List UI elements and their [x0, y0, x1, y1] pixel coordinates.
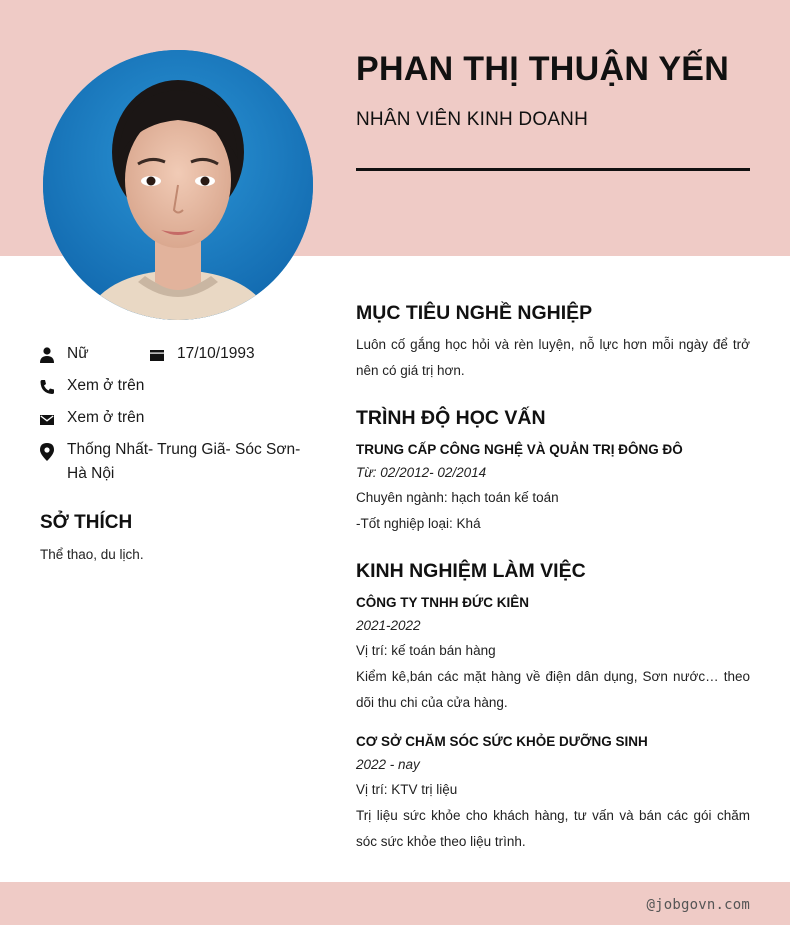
person-icon [40, 347, 54, 363]
mail-icon [40, 411, 54, 427]
objective-text: Luôn cố gắng học hỏi và rèn luyện, nỗ lực hơn mỗi ngày để trở nên có giá trị hơn. [356, 337, 750, 378]
phone-icon [40, 379, 54, 395]
email-row [40, 409, 144, 430]
job-description: Trị liệu sức khỏe cho khách hàng, tư vấn và bán các gói chăm sóc sức khỏe theo liệu trình. [356, 808, 750, 849]
candidate-name: PHAN THỊ THUẬN YẾN [356, 50, 730, 88]
education-grade: -Tốt nghiệp loại: Khá [356, 516, 481, 531]
address-row [40, 441, 300, 486]
job-company: CƠ SỞ CHĂM SÓC SỨC KHỎE DƯỠNG SINH [356, 734, 648, 749]
calendar-icon [150, 347, 164, 363]
footer-watermark: @jobgovn.com [646, 897, 750, 913]
education-major: Chuyên ngành: hạch toán kế toán [356, 490, 559, 505]
job-title: NHÂN VIÊN KINH DOANH [356, 109, 589, 130]
email-value: Xem ở trên [67, 409, 145, 426]
job-period: 2022 - nay [356, 757, 420, 772]
phone-value: Xem ở trên [67, 377, 145, 394]
objective-heading: MỤC TIÊU NGHỀ NGHIỆP [356, 302, 593, 324]
education-heading: TRÌNH ĐỘ HỌC VẤN [356, 407, 546, 429]
hobbies-text: Thể thao, du lịch. [40, 547, 144, 562]
birthday-row [150, 345, 255, 366]
school-name: TRUNG CẤP CÔNG NGHỆ VÀ QUẢN TRỊ ĐÔNG ĐÔ [356, 442, 683, 457]
location-pin-icon [40, 443, 54, 459]
profile-photo [43, 50, 313, 320]
hobbies-heading: SỞ THÍCH [40, 512, 133, 533]
gender-row [40, 345, 89, 366]
header-divider [356, 168, 750, 171]
address-line-1: Thống Nhất- Trung Giã- Sóc Sơn- [67, 441, 301, 458]
birthday-value: 17/10/1993 [177, 345, 255, 362]
gender-value: Nữ [67, 345, 89, 362]
job-description: Kiểm kê,bán các mặt hàng về điện dân dụng, Sơn nước… theo dõi thu chi của cửa hàng. [356, 669, 750, 710]
education-period: Từ: 02/2012- 02/2014 [356, 465, 487, 480]
job-company: CÔNG TY TNHH ĐỨC KIÊN [356, 595, 529, 610]
job-position: Vị trí: KTV trị liệu [356, 782, 458, 797]
address-value [67, 438, 300, 486]
job-period: 2021-2022 [356, 618, 421, 633]
job-position: Vị trí: kế toán bán hàng [356, 643, 496, 658]
experience-heading: KINH NGHIỆM LÀM VIỆC [356, 560, 586, 582]
address-line-2: Hà Nội [67, 465, 115, 482]
phone-row [40, 377, 144, 398]
